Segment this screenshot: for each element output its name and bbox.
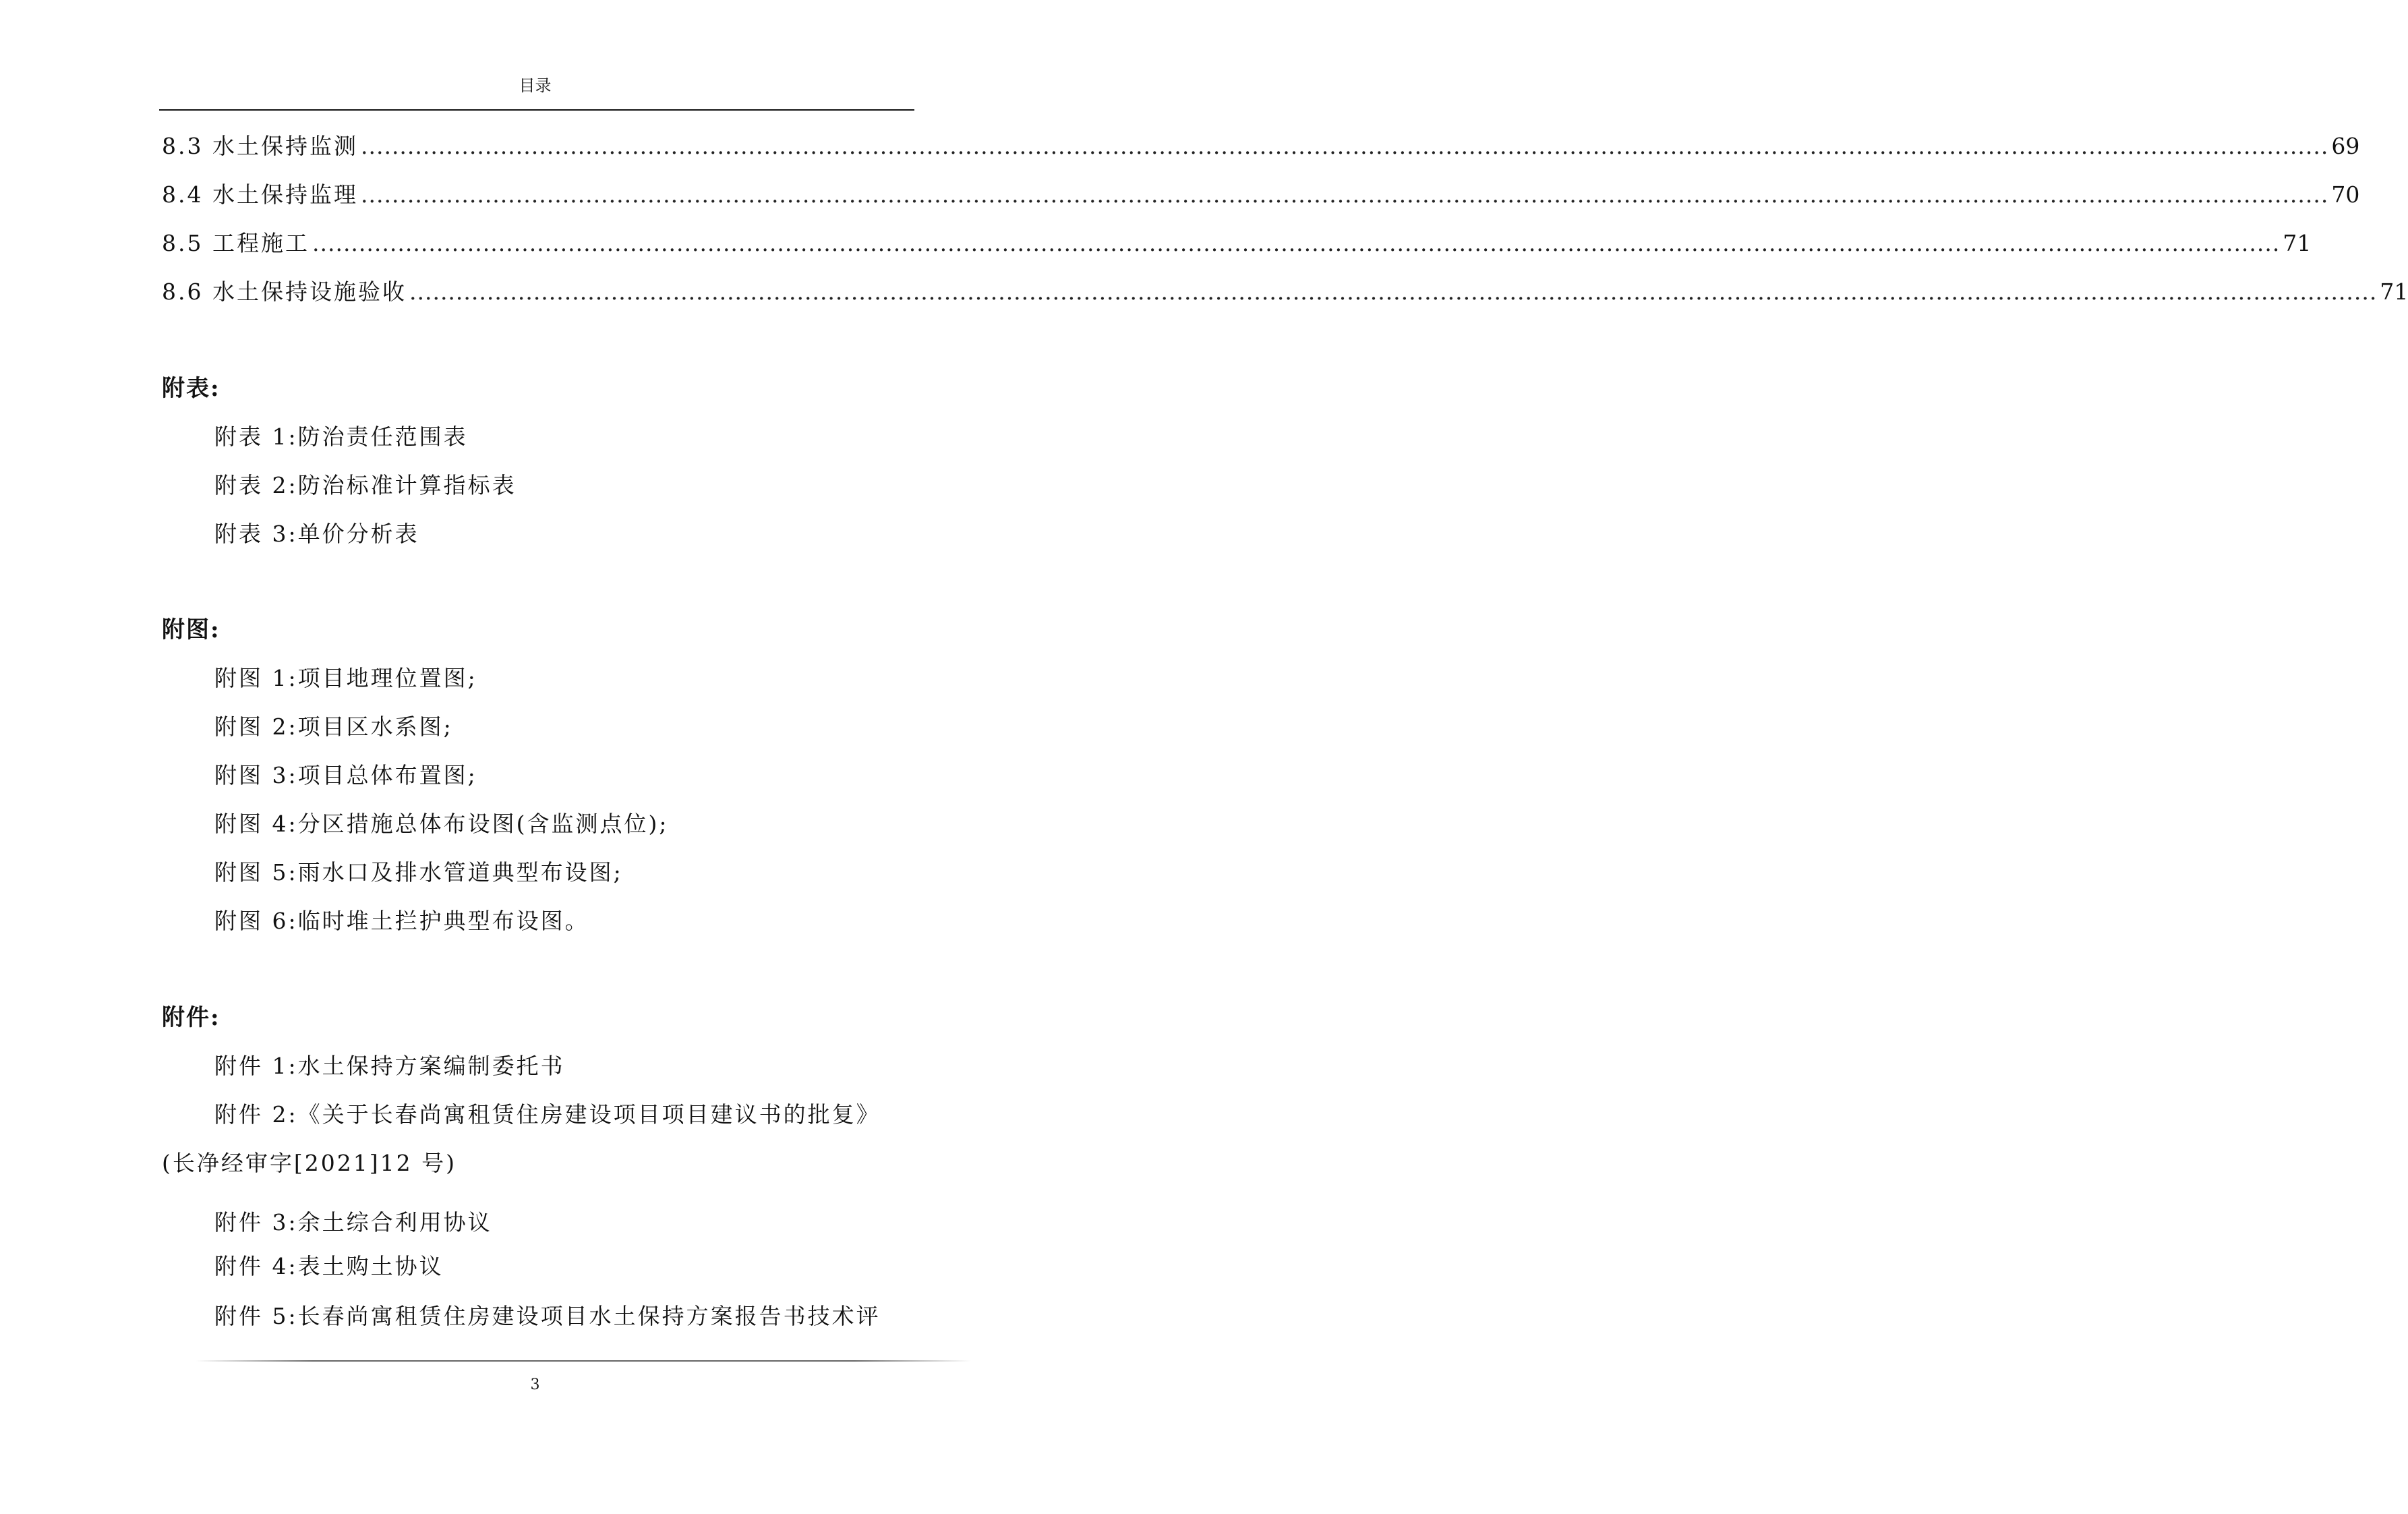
- toc-entry[interactable]: [162, 274, 2408, 322]
- attached-figure-item: 附图 5:雨水口及排水管道典型布设图;: [214, 859, 623, 885]
- toc-entry[interactable]: [162, 225, 2312, 274]
- page-number: 3: [530, 1376, 540, 1393]
- toc-leader-dots: ..............................................................................................................................................................................................................................................................: [312, 230, 2281, 256]
- attached-figure-item: 附图 1:项目地理位置图;: [214, 665, 477, 691]
- attachment-item-continuation: (长净经审字[2021]12 号): [162, 1150, 457, 1176]
- toc-entry-page: 71: [2380, 279, 2408, 305]
- attachment-item: 附件 3:余土综合利用协议: [214, 1209, 492, 1235]
- footer-divider: [196, 1360, 971, 1362]
- attached-table-item: 附表 1:防治责任范围表: [214, 424, 468, 450]
- toc-entry-page: 69: [2331, 133, 2360, 159]
- toc-list: [162, 128, 2408, 322]
- toc-entry[interactable]: [162, 177, 2360, 225]
- attachment-item: 附件 5:长春尚寓租赁住房建设项目水土保持方案报告书技术评: [214, 1303, 881, 1329]
- attached-figure-item: 附图 4:分区措施总体布设图(含监测点位);: [214, 811, 669, 837]
- header-divider: [159, 109, 914, 111]
- toc-entry-page: 71: [2283, 230, 2312, 256]
- attached-figure-item: 附图 6:临时堆土拦护典型布设图。: [214, 908, 589, 934]
- attached-table-item: 附表 3:单价分析表: [214, 521, 419, 547]
- attachments-heading: 附件:: [162, 1004, 221, 1031]
- toc-entry-page: 70: [2331, 181, 2360, 208]
- attached-figure-item: 附图 3:项目总体布置图;: [214, 762, 477, 788]
- page-header-title: 目录: [519, 76, 552, 95]
- attachment-item: 附件 4:表土购土协议: [214, 1253, 444, 1279]
- toc-leader-dots: ..............................................................................................................................................................................................................................................................: [360, 133, 2329, 159]
- toc-entry-label: 8.5 工程施工: [162, 230, 310, 256]
- toc-entry-label: 8.3 水土保持监测: [162, 133, 358, 159]
- attached-figures-heading: 附图:: [162, 616, 221, 643]
- attached-table-item: 附表 2:防治标准计算指标表: [214, 472, 517, 498]
- toc-entry-label: 8.6 水土保持设施验收: [162, 279, 407, 305]
- toc-leader-dots: ..............................................................................................................................................................................................................................................................: [360, 181, 2329, 208]
- toc-leader-dots: ..............................................................................................................................................................................................................................................................: [409, 279, 2378, 305]
- attached-figure-item: 附图 2:项目区水系图;: [214, 714, 453, 740]
- toc-entry[interactable]: [162, 128, 2360, 177]
- attachment-item: 附件 2:《关于长春尚寓租赁住房建设项目项目建议书的批复》: [214, 1101, 881, 1128]
- attachment-item: 附件 1:水土保持方案编制委托书: [214, 1053, 565, 1079]
- toc-entry-label: 8.4 水土保持监理: [162, 181, 358, 208]
- attached-tables-heading: 附表:: [162, 375, 221, 402]
